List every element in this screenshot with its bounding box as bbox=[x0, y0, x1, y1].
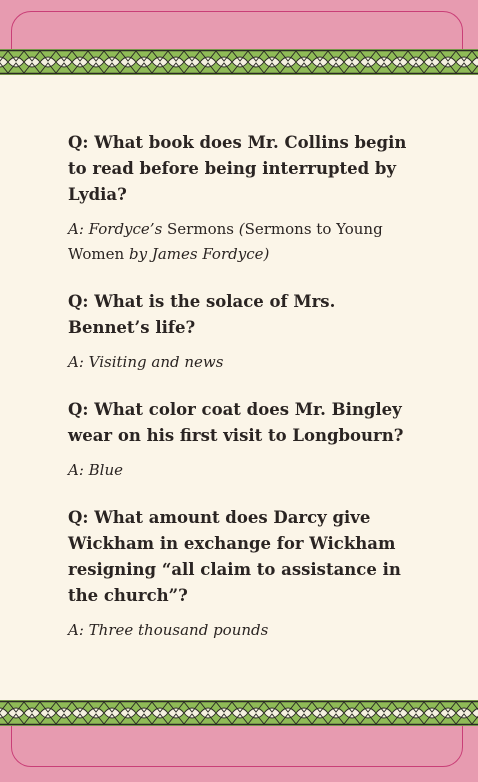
question-text: Q: What book does Mr. Collins begin to read before being interrupted by Lydia? bbox=[68, 133, 407, 204]
qa-item bbox=[68, 505, 408, 643]
answer-text bbox=[68, 217, 408, 267]
qa-item bbox=[68, 397, 408, 483]
qa-item bbox=[68, 130, 408, 267]
answer-run: A: Fordyce’s bbox=[68, 220, 168, 238]
answer-run: A: Three thousand pounds bbox=[68, 621, 269, 639]
answer-text bbox=[68, 458, 408, 483]
answer-text bbox=[68, 350, 408, 375]
answer-run: Sermons bbox=[167, 220, 234, 238]
answer-run: ( bbox=[233, 220, 245, 238]
decorative-border-bottom bbox=[0, 700, 478, 726]
decorative-border-top bbox=[0, 49, 478, 75]
question-text: Q: What is the solace of Mrs. Bennet’s life? bbox=[68, 292, 336, 337]
answer-run: A: Blue bbox=[68, 461, 124, 479]
qa-item bbox=[68, 289, 408, 375]
answer-run: Sermons to Young Women bbox=[68, 220, 383, 263]
answer-text bbox=[68, 618, 408, 643]
answer-run: A: Visiting and news bbox=[68, 353, 224, 371]
question-text: Q: What amount does Darcy give Wickham in exchange for Wickham resigning “all claim to assistance in the church”? bbox=[68, 508, 401, 605]
question-text: Q: What color coat does Mr. Bingley wear on his first visit to Longbourn? bbox=[68, 400, 404, 445]
qa-list bbox=[68, 130, 408, 665]
answer-run: by James Fordyce) bbox=[124, 245, 270, 263]
